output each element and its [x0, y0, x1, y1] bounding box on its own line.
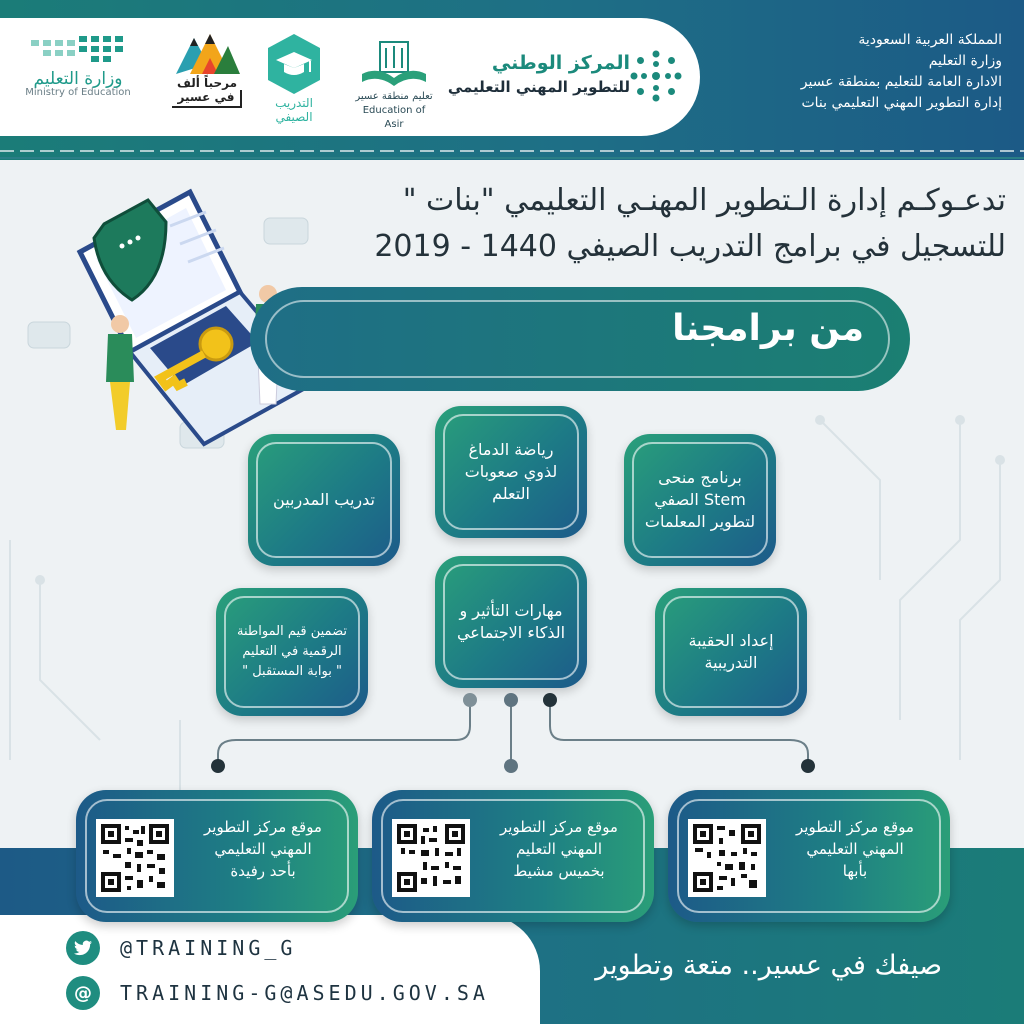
- government-hierarchy: [712, 30, 1002, 114]
- program-box-influence-skills: [435, 556, 587, 688]
- qr-code-icon[interactable]: [688, 819, 766, 897]
- connector-dot: [211, 759, 225, 773]
- asir-logo-arabic: تعليم منطقة عسير: [355, 91, 433, 102]
- location-label-khamis-mushait: موقع مركز التطوير المهني التعليم بخميس مشيط: [500, 818, 618, 880]
- gov-line-ministry: وزارة التعليم: [928, 53, 1002, 69]
- summer-training-logo: [256, 32, 332, 124]
- asir-logo-english: Education of Asir: [362, 105, 426, 130]
- graduation-cap-icon: [262, 32, 326, 96]
- invitation-line-1: تدعـوكـم إدارة الـتطوير المهنـي التعليمي "بنات ": [402, 183, 1006, 218]
- gov-line-kingdom: المملكة العربية السعودية: [858, 32, 1002, 48]
- connector-dot: [463, 693, 477, 707]
- location-card-abha: [668, 790, 950, 922]
- marhaba-alf-logo: [168, 30, 246, 108]
- program-label-stem: برنامج منحى Stem الصفي لتطوير المعلمات: [632, 442, 768, 558]
- gov-line-department: إدارة التطوير المهني التعليمي بنات: [801, 95, 1002, 111]
- marhaba-line1: مرحباً ألف: [176, 76, 238, 90]
- programs-title: من برامجنا: [672, 308, 864, 349]
- program-label-brain-sports: رياضة الدماغ لذوي صعوبات التعلم: [443, 414, 579, 530]
- location-label-ahad-rafidah: موقع مركز التطوير المهني التعليمي بأحد رفيدة: [204, 818, 322, 880]
- dotted-circle-icon: [630, 50, 682, 102]
- mountains-icon: [174, 30, 240, 76]
- national-center-title: المركز الوطني: [491, 52, 630, 74]
- twitter-icon[interactable]: [66, 931, 100, 965]
- program-box-brain-sports: [435, 406, 587, 538]
- national-center-subtitle: للتطوير المهني التعليمي: [447, 78, 630, 96]
- connector-dot: [801, 759, 815, 773]
- connector-dot: [543, 693, 557, 707]
- connector-dot: [504, 759, 518, 773]
- at-sign-icon[interactable]: @: [66, 976, 100, 1010]
- program-box-trainers: [248, 434, 400, 566]
- program-label-trainers: تدريب المدربين: [256, 442, 392, 558]
- program-label-digital-citizenship: تضمين قيم المواطنة الرقمية في التعليم " بوابة المستقبل ": [224, 596, 360, 708]
- program-label-training-kit: إعداد الحقيبة التدريبية: [663, 596, 799, 708]
- location-card-ahad-rafidah: [76, 790, 358, 922]
- qr-code-icon[interactable]: [392, 819, 470, 897]
- national-center-logo: [440, 48, 690, 108]
- email-contact[interactable]: [66, 975, 489, 1011]
- program-box-stem: [624, 434, 776, 566]
- summer-training-logo-text: التدريب الصيفي: [275, 96, 313, 124]
- invitation-line-2: للتسجيل في برامج التدريب الصيفي 1440 - 2019: [374, 229, 1006, 264]
- marhaba-line2: في عسير: [172, 90, 243, 108]
- asir-education-logo: [352, 38, 436, 132]
- connector-dot: [504, 693, 518, 707]
- open-book-icon: [358, 38, 430, 90]
- ministry-education-logo: [8, 32, 148, 100]
- location-label-abha: موقع مركز التطوير المهني التعليمي بأبها: [796, 818, 914, 880]
- gov-line-directorate: الادارة العامة للتعليم بمنطقة عسير: [800, 74, 1002, 90]
- moe-dots-icon: [23, 32, 133, 72]
- twitter-handle[interactable]: @TRAINING_G: [120, 936, 297, 960]
- moe-logo-english: Ministry of Education: [25, 87, 131, 98]
- email-address[interactable]: TRAINING-G@ASEDU.GOV.SA: [120, 981, 489, 1005]
- moe-logo-arabic: وزارة التعليم: [33, 69, 123, 89]
- location-card-khamis-mushait: [372, 790, 654, 922]
- slogan: صيفك في عسير.. متعة وتطوير: [595, 950, 942, 981]
- qr-code-icon[interactable]: [96, 819, 174, 897]
- program-label-influence-skills: مهارات التأثير و الذكاء الاجتماعي: [443, 564, 579, 680]
- twitter-contact[interactable]: [66, 930, 296, 966]
- invitation-text: [306, 178, 1006, 270]
